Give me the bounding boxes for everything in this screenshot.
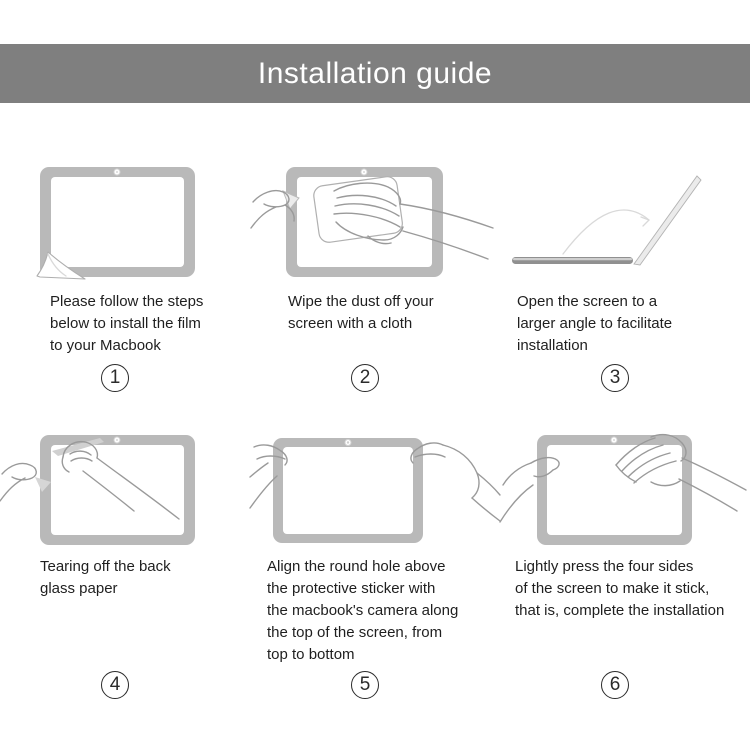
step-description-line: Align the round hole above — [267, 558, 446, 575]
step-description — [500, 291, 750, 357]
page-title: Installation guide — [257, 56, 493, 90]
wipe-screen-illustration — [250, 165, 500, 285]
tear-back-paper-illustration — [0, 430, 250, 550]
step-description-line: screen with a cloth — [288, 315, 413, 332]
open-laptop-illustration — [500, 165, 750, 285]
step-number-badge — [351, 364, 379, 392]
step-3-panel — [500, 103, 750, 410]
step-description-line: to your Macbook — [50, 337, 161, 354]
step-number: 2 — [359, 367, 371, 388]
step-description — [250, 291, 500, 335]
step-description-line: larger angle to facilitate — [517, 315, 673, 332]
step-number-badge — [101, 671, 129, 699]
step-1-panel — [0, 103, 250, 410]
step-number: 5 — [359, 674, 371, 695]
step-description-line: the macbook's camera along — [267, 602, 459, 619]
step-description-line: the top of the screen, from — [267, 624, 443, 641]
step-number: 3 — [609, 367, 621, 388]
step-2-panel — [250, 103, 500, 410]
step-number: 4 — [109, 674, 121, 695]
step-description — [0, 556, 250, 600]
step-description-line: of the screen to make it stick, — [515, 580, 710, 597]
align-film-illustration — [250, 430, 500, 550]
step-number-badge — [601, 671, 629, 699]
screen-film-peel-illustration — [0, 165, 250, 285]
step-number-badge — [351, 671, 379, 699]
right-holding-hand — [411, 443, 500, 521]
step-description-line: below to install the film — [50, 315, 201, 332]
step-description-line: that is, complete the installation — [515, 602, 725, 619]
step-description-line: Please follow the steps — [50, 293, 204, 310]
step-description-line: installation — [517, 337, 588, 354]
cloth — [313, 175, 404, 243]
step-number-badge — [601, 364, 629, 392]
step-5-panel — [250, 410, 500, 750]
step-description-line: top to bottom — [267, 646, 355, 663]
step-description-line: the protective sticker with — [267, 580, 436, 597]
press-edges-illustration — [500, 430, 750, 550]
steps-row-1 — [0, 103, 750, 410]
header-bar — [0, 44, 750, 103]
step-4-panel — [0, 410, 250, 750]
step-description — [500, 556, 750, 622]
step-description-line: glass paper — [40, 580, 118, 597]
step-description — [0, 291, 250, 357]
step-description-line: Wipe the dust off your — [288, 293, 434, 310]
step-number: 1 — [109, 367, 121, 388]
step-description-line: Open the screen to a — [517, 293, 658, 310]
open-direction-arrow — [563, 210, 649, 254]
step-6-panel — [500, 410, 750, 750]
step-number: 6 — [609, 674, 621, 695]
steps-row-2 — [0, 410, 750, 750]
step-description-line: Tearing off the back — [40, 558, 171, 575]
step-number-badge — [101, 364, 129, 392]
step-description-line: Lightly press the four sides — [515, 558, 694, 575]
step-description — [250, 556, 500, 666]
laptop-screen — [634, 176, 701, 265]
